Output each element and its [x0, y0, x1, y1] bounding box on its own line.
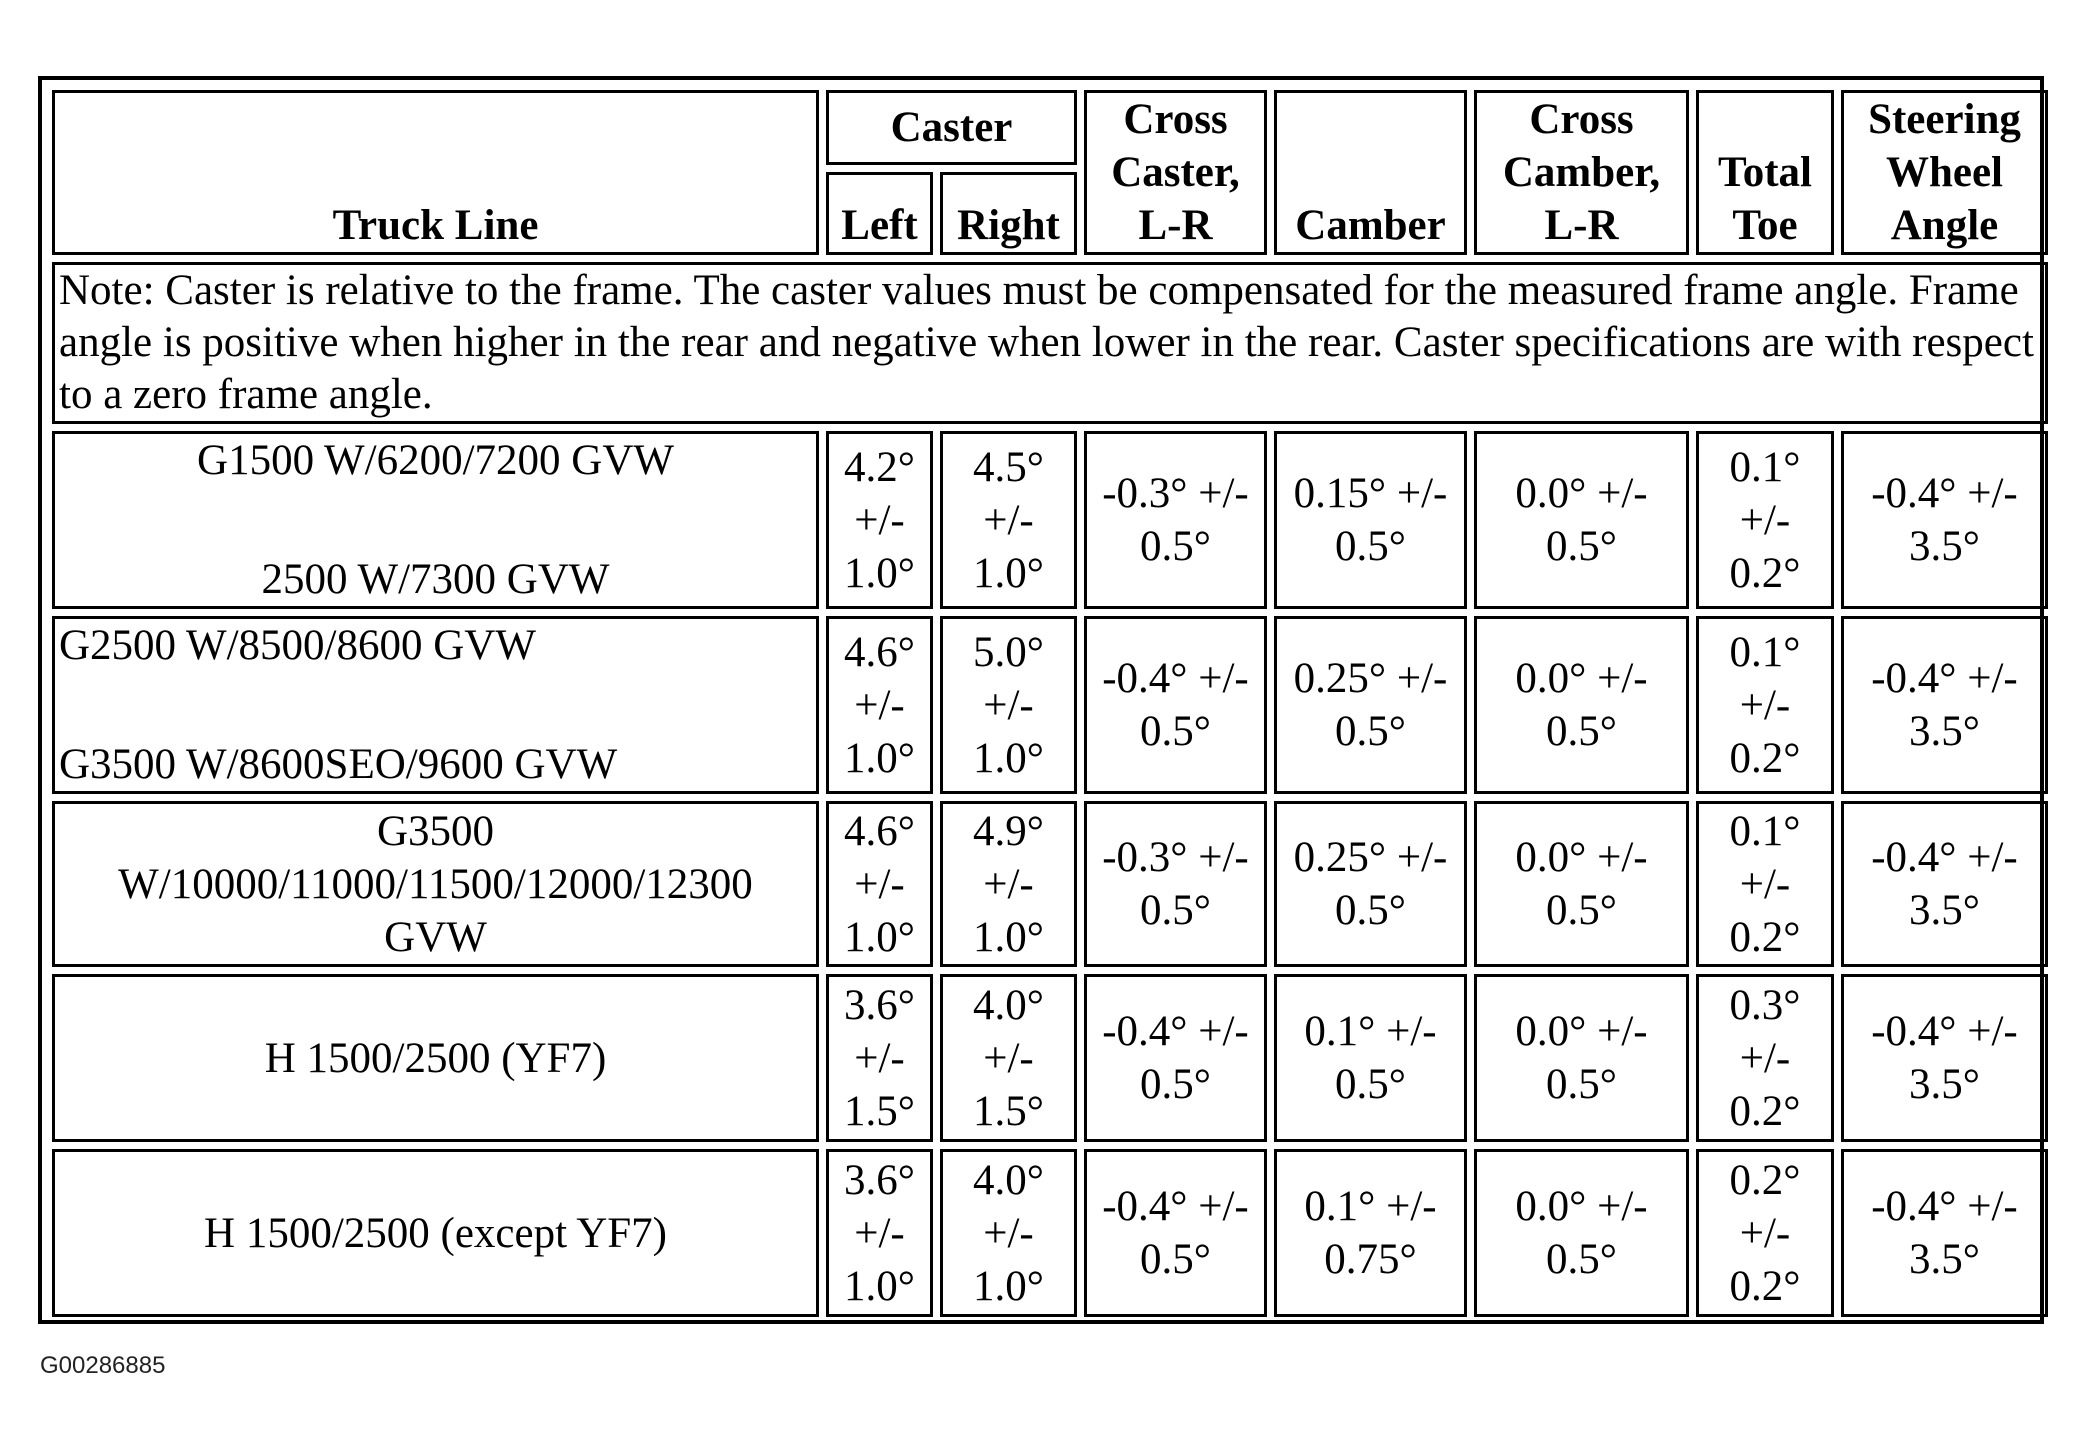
header-camber: Camber [1274, 90, 1467, 255]
cross-camber-cell: 0.0° +/- 0.5° [1474, 431, 1689, 609]
cross-camber-cell: 0.0° +/- 0.5° [1474, 974, 1689, 1142]
spec-table-frame [38, 76, 2044, 1324]
total-toe-cell: 0.1° +/- 0.2° [1696, 801, 1834, 967]
caster-left-cell: 4.2° +/- 1.0° [826, 431, 933, 609]
table-row [52, 801, 2048, 967]
header-total-toe: Total Toe [1696, 90, 1834, 255]
caster-right-cell: 4.9° +/- 1.0° [940, 801, 1077, 967]
note-row [52, 262, 2048, 424]
truck-line-cell: G3500 W/10000/11000/11500/12000/12300 GVW [52, 801, 819, 967]
total-toe-cell: 0.1° +/- 0.2° [1696, 616, 1834, 794]
header-steering-wheel-angle: Steering Wheel Angle [1841, 90, 2048, 255]
total-toe-cell: 0.3° +/- 0.2° [1696, 974, 1834, 1142]
cross-caster-cell: -0.4° +/- 0.5° [1084, 1149, 1267, 1317]
caster-right-cell: 4.5° +/- 1.0° [940, 431, 1077, 609]
steering-wheel-angle-cell: -0.4° +/- 3.5° [1841, 431, 2048, 609]
header-caster-left: Left [826, 172, 933, 255]
caster-right-cell: 4.0° +/- 1.5° [940, 974, 1077, 1142]
table-row [52, 1149, 2048, 1317]
truck-line-primary: G1500 W/6200/7200 GVW [197, 437, 674, 484]
truck-line-secondary: G3500 W/8600SEO/9600 GVW [59, 741, 618, 788]
cross-caster-cell: -0.4° +/- 0.5° [1084, 616, 1267, 794]
cross-camber-cell: 0.0° +/- 0.5° [1474, 1149, 1689, 1317]
table-row [52, 616, 2048, 794]
cross-camber-cell: 0.0° +/- 0.5° [1474, 801, 1689, 967]
header-caster: Caster [826, 90, 1077, 165]
camber-cell: 0.1° +/- 0.75° [1274, 1149, 1467, 1317]
truck-line-cell [52, 616, 819, 794]
truck-line-secondary: 2500 W/7300 GVW [261, 556, 610, 603]
total-toe-cell: 0.1° +/- 0.2° [1696, 431, 1834, 609]
truck-line-cell [52, 431, 819, 609]
camber-cell: 0.25° +/- 0.5° [1274, 616, 1467, 794]
caster-right-cell: 5.0° +/- 1.0° [940, 616, 1077, 794]
total-toe-cell: 0.2° +/- 0.2° [1696, 1149, 1834, 1317]
table-row [52, 431, 2048, 609]
header-truck-line: Truck Line [52, 90, 819, 255]
caster-left-cell: 3.6° +/- 1.5° [826, 974, 933, 1142]
caster-note: Note: Caster is relative to the frame. The caster values must be compensated for the measured frame angle. Frame angle is positive when higher in the rear and negative when lower in the rear. Caster specifications are with respect to a zero frame angle. [52, 262, 2048, 424]
truck-line-cell: H 1500/2500 (YF7) [52, 974, 819, 1142]
caster-left-cell: 3.6° +/- 1.0° [826, 1149, 933, 1317]
steering-wheel-angle-cell: -0.4° +/- 3.5° [1841, 616, 2048, 794]
cross-caster-cell: -0.4° +/- 0.5° [1084, 974, 1267, 1142]
alignment-spec-table [45, 83, 2055, 1324]
cross-camber-cell: 0.0° +/- 0.5° [1474, 616, 1689, 794]
steering-wheel-angle-cell: -0.4° +/- 3.5° [1841, 801, 2048, 967]
camber-cell: 0.25° +/- 0.5° [1274, 801, 1467, 967]
truck-line-cell: H 1500/2500 (except YF7) [52, 1149, 819, 1317]
cross-caster-cell: -0.3° +/- 0.5° [1084, 431, 1267, 609]
camber-cell: 0.15° +/- 0.5° [1274, 431, 1467, 609]
cross-caster-cell: -0.3° +/- 0.5° [1084, 801, 1267, 967]
caster-right-cell: 4.0° +/- 1.0° [940, 1149, 1077, 1317]
header-cross-camber: Cross Camber, L-R [1474, 90, 1689, 255]
steering-wheel-angle-cell: -0.4° +/- 3.5° [1841, 1149, 2048, 1317]
camber-cell: 0.1° +/- 0.5° [1274, 974, 1467, 1142]
truck-line-primary: G2500 W/8500/8600 GVW [59, 622, 536, 669]
figure-id: G00286885 [40, 1352, 166, 1379]
steering-wheel-angle-cell: -0.4° +/- 3.5° [1841, 974, 2048, 1142]
header-row-1 [52, 90, 2048, 165]
caster-left-cell: 4.6° +/- 1.0° [826, 616, 933, 794]
caster-left-cell: 4.6° +/- 1.0° [826, 801, 933, 967]
header-cross-caster: Cross Caster, L-R [1084, 90, 1267, 255]
header-caster-right: Right [940, 172, 1077, 255]
table-row [52, 974, 2048, 1142]
